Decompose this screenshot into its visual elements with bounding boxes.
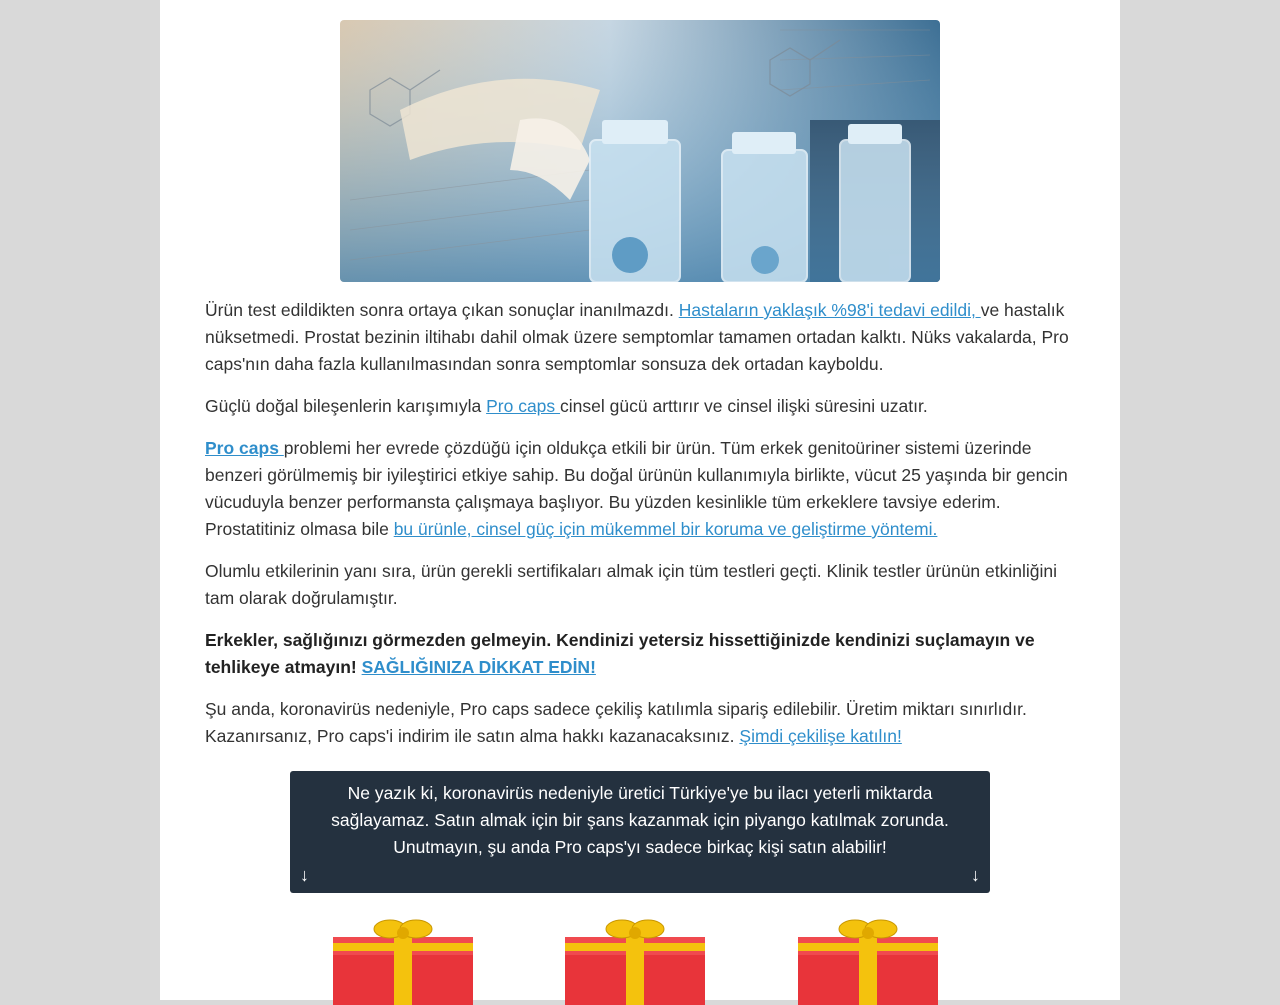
paragraph-certificates: Olumlu etkilerinin yanı sıra, ürün gerekli sertifikaları almak için tüm testleri geçti. Klinik testler ürünün etkinliğini tam olarak doğrulamıştır. [205,561,1058,608]
notice-text: Ne yazık ki, koronavirüs nedeniyle üretici Türkiye'ye bu ilacı yeterli miktarda sağlayamaz. Satın almak için bir şans kazanmak için piyango katılmak zorunda. Unutmayın, şu anda Pro caps'yı sadece birkaç kişi satın alabilir! [331,783,949,857]
gift-box-icon[interactable] [560,915,710,1005]
link-protection-method[interactable]: bu ürünle, cinsel güç için mükemmel bir koruma ve geliştirme yöntemi. [393,519,938,539]
paragraph-lottery: Şu anda, koronavirüs nedeniyle, Pro caps sadece çekiliş katılımla sipariş edilebilir. Üretim miktarı sınırlıdır. Kazanırsanız, Pro caps'i indirim ile satın alma hakkı kazanacaksınız. Şimdi çekilişe katılın! [205,699,1027,746]
shortage-notice [290,771,990,893]
link-join-lottery[interactable]: Şimdi çekilişe katılın! [739,726,902,746]
lab-hero-image [340,20,940,282]
content-page [160,0,1120,1000]
link-health-attention[interactable]: SAĞLIĞINIZA DİKKAT EDİN! [361,657,596,677]
paragraph-effectiveness: Pro caps problemi her evrede çözdüğü için oldukça etkili bir ürün. Tüm erkek genitoüriner sistemi üzerinde benzeri görülmemiş bir iyileştirici etkiye sahip. Bu doğal ürünün kullanımıyla birlikte, vücut 25 yaşında bir gencin vücuduyla benzer performansta çalışmaya başlıyor. Bu yüzden kesinlikle tüm erkeklere tavsiye ederim. Prostatitiniz olmasa bile bu ürünle, cinsel güç için mükemmel bir koruma ve geliştirme yöntemi. [205,438,1068,539]
link-pro-caps[interactable]: Pro caps [486,396,561,416]
arrow-down-icon: ↓ [971,865,980,885]
paragraph-ingredients: Güçlü doğal bileşenlerin karışımıyla Pro caps cinsel gücü arttırır ve cinsel ilişki süresini uzatır. [205,396,928,416]
gift-box-icon[interactable] [793,915,943,1005]
paragraph-warning: Erkekler, sağlığınızı görmezden gelmeyin. Kendinizi yetersiz hissettiğinizde kendinizi suçlamayın ve tehlikeye atmayın! SAĞLIĞINIZA DİKKAT EDİN! [205,630,1035,677]
gift-box-icon[interactable] [328,915,478,1005]
link-pro-caps-bold[interactable]: Pro caps [205,438,284,458]
arrow-down-icon: ↓ [300,865,309,885]
link-cured-patients[interactable]: Hastaların yaklaşık %98'i tedavi edildi, [678,300,981,320]
article-body [205,297,1075,765]
paragraph-results: Ürün test edildikten sonra ortaya çıkan sonuçlar inanılmazdı. Hastaların yaklaşık %98'i tedavi edildi, ve hastalık nüksetmedi. Prostat bezinin iltihabı dahil olmak üzere semptomlar tamamen ortadan kalktı. Nüks vakalarda, Pro caps'nın daha fazla kullanılmasından sonra semptomlar sonsuza dek ortadan kayboldu. [205,300,1069,374]
